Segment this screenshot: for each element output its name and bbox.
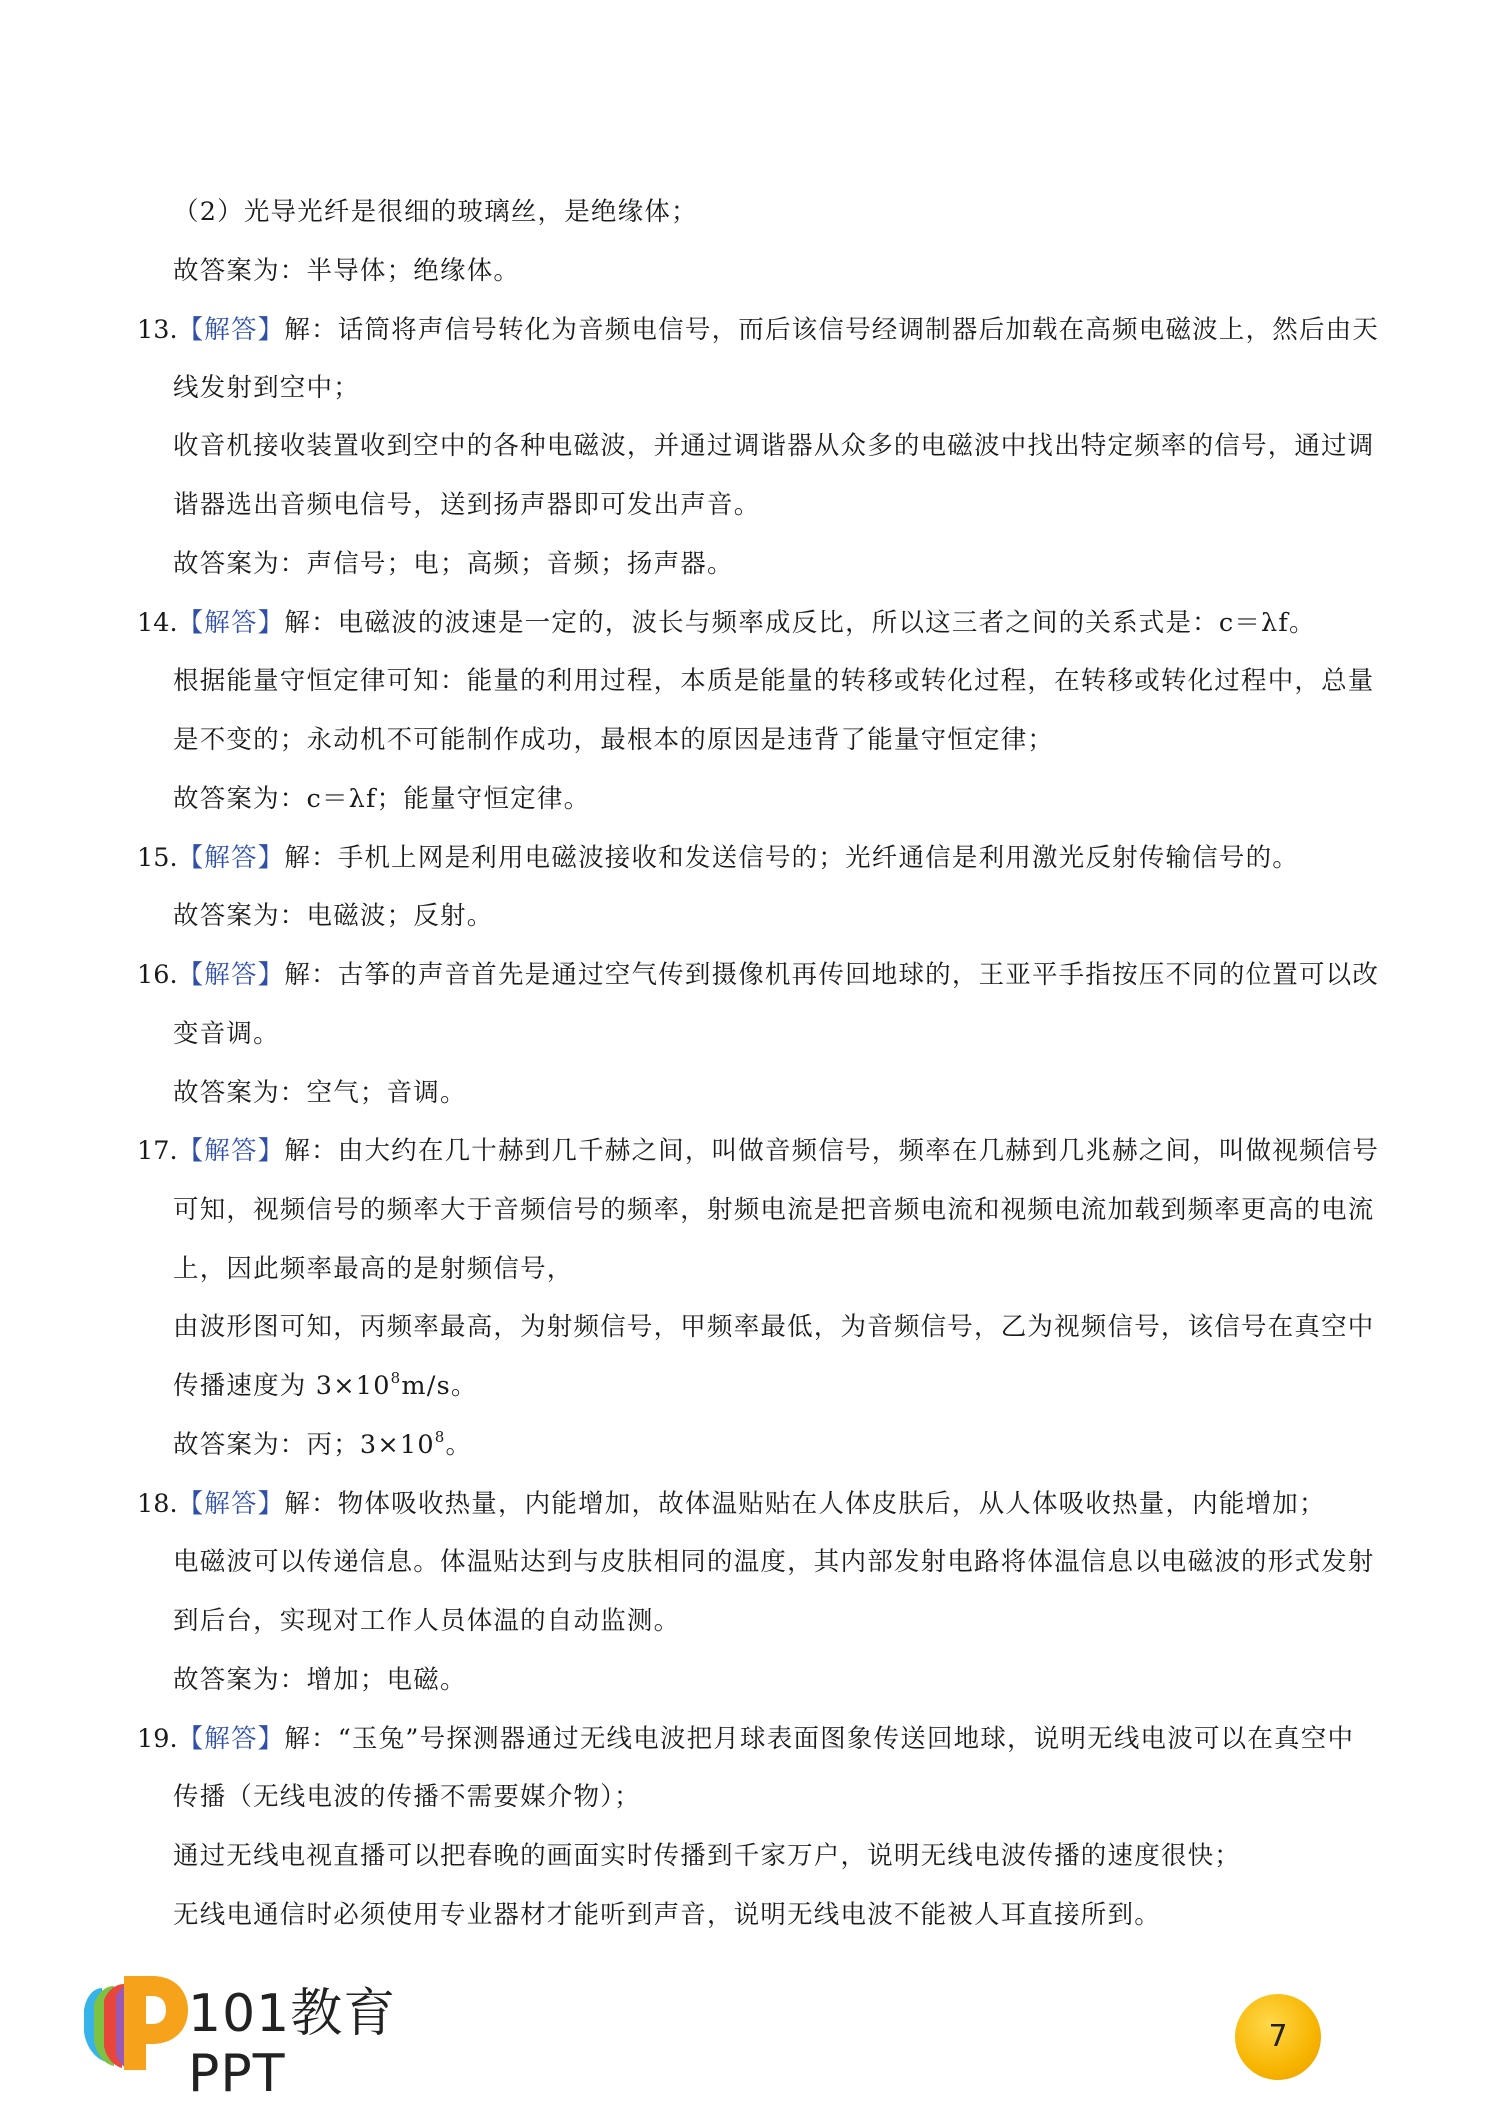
page-number: 7 bbox=[1268, 2019, 1288, 2054]
text-line: 收音机接收装置收到空中的各种电磁波，并通过调谐器从众多的电磁波中找出特定频率的信号，通过调 bbox=[173, 431, 1375, 461]
answer-line: 故答案为：c＝λf；能量守恒定律。 bbox=[173, 784, 591, 814]
question-14-line: 14.【解答】解：电磁波的波速是一定的，波长与频率成反比，所以这三者之间的关系式是：c＝λf。 bbox=[137, 608, 1316, 638]
logo-icon bbox=[80, 1966, 190, 2076]
exponent: 8 bbox=[434, 1428, 446, 1446]
answer-line: 故答案为：增加；电磁。 bbox=[173, 1665, 467, 1695]
answer-tag: 【解答】 bbox=[177, 1489, 285, 1519]
text-line: 变音调。 bbox=[173, 1019, 280, 1049]
answer-line: 故答案为：电磁波；反射。 bbox=[173, 901, 494, 931]
answer-tag: 【解答】 bbox=[177, 1724, 285, 1754]
question-number: 19. bbox=[137, 1724, 178, 1754]
answer-tag: 【解答】 bbox=[177, 843, 285, 873]
page-number-badge bbox=[1235, 1994, 1321, 2080]
text-line: 谐器选出音频电信号，送到扬声器即可发出声音。 bbox=[173, 490, 761, 520]
text-line: 根据能量守恒定律可知：能量的利用过程，本质是能量的转移或转化过程，在转移或转化过程中，总量 bbox=[173, 666, 1375, 696]
answer-line: 故答案为：半导体；绝缘体。 bbox=[173, 256, 521, 286]
text-line: 可知，视频信号的频率大于音频信号的频率，射频电流是把音频电流和视频电流加载到频率更高的电流 bbox=[173, 1195, 1375, 1225]
question-number: 14. bbox=[137, 608, 178, 638]
answer-tag: 【解答】 bbox=[177, 960, 285, 990]
question-number: 13. bbox=[137, 315, 178, 345]
text-line: 传播（无线电波的传播不需要媒介物）； bbox=[173, 1782, 641, 1812]
text-line: 电磁波可以传递信息。体温贴达到与皮肤相同的温度，其内部发射电路将体温信息以电磁波的形式发射 bbox=[173, 1547, 1375, 1577]
question-13-line: 13.【解答】解：话筒将声信号转化为音频电信号，而后该信号经调制器后加载在高频电磁波上，然后由天 bbox=[137, 315, 1380, 345]
question-15-line: 15.【解答】解：手机上网是利用电磁波接收和发送信号的；光纤通信是利用激光反射传输信号的。 bbox=[137, 843, 1299, 873]
exponent: 8 bbox=[390, 1369, 402, 1387]
brand-logo bbox=[80, 1966, 480, 2104]
answer-line: 故答案为：声信号；电；高频；音频；扬声器。 bbox=[173, 549, 734, 579]
question-16-line: 16.【解答】解：古筝的声音首先是通过空气传到摄像机再传回地球的，王亚平手指按压不同的位置可以改 bbox=[137, 960, 1380, 990]
question-17-line: 17.【解答】解：由大约在几十赫到几千赫之间，叫做音频信号，频率在几赫到几兆赫之间，叫做视频信号 bbox=[137, 1136, 1380, 1166]
text-line: 无线电通信时必须使用专业器材才能听到声音，说明无线电波不能被人耳直接所到。 bbox=[173, 1900, 1161, 1930]
answer-line: 故答案为：丙；$3\times 10^8$。 bbox=[173, 1428, 473, 1460]
answer-tag: 【解答】 bbox=[177, 315, 285, 345]
text-line: （2）光导光纤是很细的玻璃丝，是绝缘体； bbox=[173, 197, 698, 227]
text-line: 是不变的；永动机不可能制作成功，最根本的原因是违背了能量守恒定律； bbox=[173, 725, 1055, 755]
text-line: 通过无线电视直播可以把春晚的画面实时传播到千家万户，说明无线电波传播的速度很快； bbox=[173, 1841, 1242, 1871]
text-line: 传播速度为 $3\times 10^8m/s$。 bbox=[173, 1369, 478, 1401]
answer-tag: 【解答】 bbox=[177, 1136, 285, 1166]
text-line: 到后台，实现对工作人员体温的自动监测。 bbox=[173, 1606, 681, 1636]
text-line: 上，因此频率最高的是射频信号， bbox=[173, 1254, 574, 1284]
question-number: 18. bbox=[137, 1489, 178, 1519]
text-line: 线发射到空中； bbox=[173, 373, 360, 403]
answer-tag: 【解答】 bbox=[177, 608, 285, 638]
question-18-line: 18.【解答】解：物体吸收热量，内能增加，故体温贴贴在人体皮肤后，从人体吸收热量，内能增加； bbox=[137, 1489, 1326, 1519]
logo-text: 101教育PPT bbox=[188, 1984, 397, 2104]
answer-line: 故答案为：空气；音调。 bbox=[173, 1078, 467, 1108]
question-19-line: 19.【解答】解：“玉兔”号探测器通过无线电波把月球表面图象传送回地球，说明无线电波可以在真空中 bbox=[137, 1724, 1355, 1754]
question-number: 17. bbox=[137, 1136, 178, 1166]
question-number: 15. bbox=[137, 843, 178, 873]
question-number: 16. bbox=[137, 960, 178, 990]
text-line: 由波形图可知，丙频率最高，为射频信号，甲频率最低，为音频信号，乙为视频信号，该信号在真空中 bbox=[173, 1312, 1375, 1342]
